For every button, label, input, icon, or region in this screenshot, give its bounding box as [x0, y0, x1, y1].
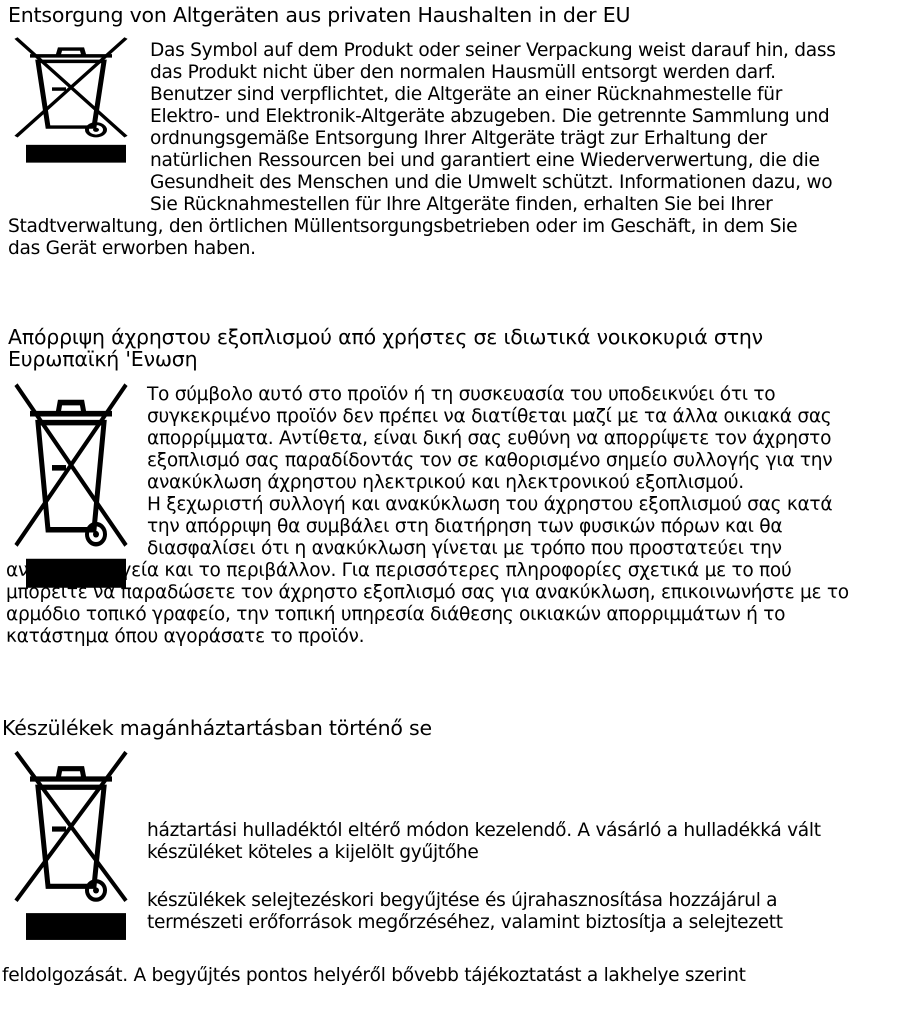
paragraph-line: ανακύκλωση άχρηστου ηλεκτρικού και ηλεκτρονικού εξοπλισμού.: [147, 472, 744, 493]
paragraph-line: εξοπλισμό σας παραδίδοντάς τον σε καθορισμένο σημείο συλλογής για την: [147, 450, 833, 471]
paragraph-line: Elektro- und Elektronik-Altgeräte abzugeben. Die getrennte Sammlung und: [150, 106, 830, 127]
paragraph-line: μπορείτε να παραδώσετε τον άχρηστο εξοπλισμό σας για ανακύκλωση, επικοινωνήστε με το: [6, 582, 849, 603]
paragraph-line: Gesundheit des Menschen und die Umwelt schützt. Informationen dazu, wo: [150, 172, 833, 193]
paragraph-line: Benutzer sind verpflichtet, die Altgeräte an einer Rücknahmestelle für: [150, 84, 783, 105]
crossed-out-wheelie-bin-icon: [8, 378, 134, 590]
paragraph-line: háztartási hulladéktól eltérő módon kezelendő. A vásárló a hulladékká vált: [147, 820, 821, 841]
paragraph-line: készüléket köteles a kijelölt gyűjtőhe: [147, 842, 479, 863]
paragraph-line: κατάστημα όπου αγοράσατε το προϊόν.: [6, 626, 365, 647]
paragraph-line: készülékek selejtezéskori begyűjtése és újrahasznosítása hozzájárul a: [147, 890, 778, 911]
paragraph-line: αρμόδιο τοπικό γραφείο, την τοπική υπηρεσία διάθεσης οικιακών απορριμμάτων ή το: [6, 604, 786, 625]
paragraph-line: feldolgozását. A begyűjtés pontos helyéről bővebb tájékoztatást a lakhelye szerint: [2, 965, 746, 986]
paragraph-line: την απόρριψη θα συμβάλει στη διατήρηση των φυσικών πόρων και θα: [147, 516, 783, 537]
paragraph-line: διασφαλίσει ότι η ανακύκλωση γίνεται με τρόπο που προστατεύει την: [147, 538, 782, 559]
paragraph-line: συγκεκριμένο προϊόν δεν πρέπει να διατίθεται μαζί με τα άλλα οικιακά σας: [147, 406, 832, 427]
paragraph-line: természeti erőforrások megőrzéséhez, valamint biztosítja a selejtezett: [147, 912, 783, 933]
paragraph-line: Η ξεχωριστή συλλογή και ανακύκλωση του άχρηστου εξοπλισμού σας κατά: [147, 494, 833, 515]
paragraph-line: Το σύμβολο αυτό στο προϊόν ή τη συσκευασία του υποδεικνύει ότι το: [147, 384, 776, 405]
crossed-out-wheelie-bin-icon: [8, 34, 134, 164]
paragraph-line: das Gerät erworben haben.: [8, 238, 256, 259]
paragraph-line: ordnungsgemäße Entsorgung Ihrer Altgeräte trägt zur Erhaltung der: [150, 128, 767, 149]
paragraph-line: natürlichen Ressourcen bei und garantiert eine Wiederverwertung, die die: [150, 150, 820, 171]
section-title: Entsorgung von Altgeräten aus privaten Haushalten in der EU: [8, 3, 631, 27]
paragraph-line: ανθρώπινη υγεία και το περιβάλλον. Για περισσότερες πληροφορίες σχετικά με το πού: [6, 560, 792, 581]
paragraph-line: Sie Rücknahmestellen für Ihre Altgeräte finden, erhalten Sie bei Ihrer: [150, 194, 773, 215]
section-title-line: Απόρριψη άχρηστου εξοπλισμού από χρήστες σε ιδιωτικά νοικοκυριά στην: [8, 325, 763, 349]
section-title: Készülékek magánháztartásban történő se: [2, 716, 432, 740]
paragraph-line: das Produkt nicht über den normalen Hausmüll entsorgt werden darf.: [150, 62, 776, 83]
paragraph-line: Stadtverwaltung, den örtlichen Müllentsorgungsbetrieben oder im Geschäft, in dem Sie: [8, 216, 798, 237]
section-title-line: Ευρωπαϊκή 'Ενωση: [8, 347, 198, 371]
crossed-out-wheelie-bin-icon: [8, 746, 134, 942]
paragraph-line: Das Symbol auf dem Produkt oder seiner Verpackung weist darauf hin, dass: [150, 40, 836, 61]
paragraph-line: απορρίμματα. Αντίθετα, είναι δική σας ευθύνη να απορρίψετε τον άχρηστο: [147, 428, 832, 449]
